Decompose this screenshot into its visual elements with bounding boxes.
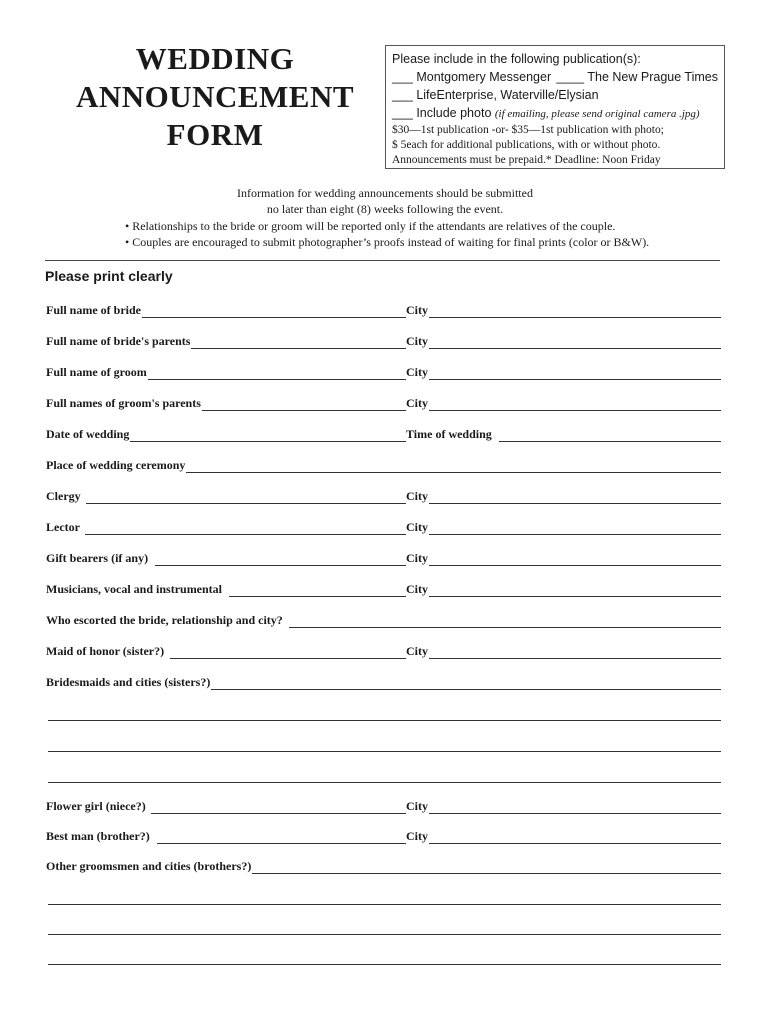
musicians-label: Musicians, vocal and instrumental	[46, 582, 223, 596]
groomsmen-line-2[interactable]	[48, 903, 721, 905]
groomsmen-input[interactable]	[252, 862, 721, 874]
gift-bearers-city-input[interactable]	[429, 554, 721, 566]
maid-of-honor-input[interactable]	[170, 647, 406, 659]
time-label: Time of wedding	[406, 427, 492, 441]
date-time-field	[46, 426, 721, 442]
best-man-label: Best man (brother?)	[46, 829, 150, 843]
flower-girl-city-input[interactable]	[429, 802, 721, 814]
maid-of-honor-city-input[interactable]	[429, 647, 721, 659]
groom-parents-input[interactable]	[202, 399, 406, 411]
bride-parents-field	[46, 333, 721, 349]
date-label: Date of wedding	[46, 427, 130, 441]
clergy-city-input[interactable]	[429, 492, 721, 504]
price-line-1: $30—1st publication -or- $35—1st publication with photo;	[392, 124, 664, 136]
info-bullet-2: • Couples are encouraged to submit photographer’s proofs instead of waiting for final prints (color or B&W).	[125, 235, 650, 249]
clergy-input[interactable]	[86, 492, 406, 504]
musicians-city-label: City	[406, 582, 428, 596]
best-man-city-input[interactable]	[429, 832, 721, 844]
bride-label: Full name of bride	[46, 303, 141, 317]
time-input[interactable]	[499, 430, 721, 442]
musicians-input[interactable]	[229, 585, 406, 597]
clergy-label: Clergy	[46, 489, 81, 503]
option-new-prague-times[interactable]: ____ The New Prague Times	[556, 70, 718, 84]
place-input[interactable]	[186, 461, 721, 473]
flower-girl-city-label: City	[406, 799, 428, 813]
lector-input[interactable]	[85, 523, 406, 535]
groomsmen-label: Other groomsmen and cities (brothers?)	[46, 859, 252, 873]
flower-girl-input[interactable]	[151, 802, 406, 814]
groom-parents-field	[46, 395, 721, 411]
maid-of-honor-label: Maid of honor (sister?)	[46, 644, 165, 658]
info-bullets	[125, 218, 649, 250]
photo-row	[392, 104, 718, 123]
title-line-2: ANNOUNCEMENT	[75, 79, 355, 114]
publication-box	[385, 45, 725, 169]
gift-bearers-city-label: City	[406, 551, 428, 565]
groom-field	[46, 364, 721, 380]
price-line-2: $ 5each for additional publications, with or without photo.	[392, 139, 661, 151]
date-input[interactable]	[130, 430, 406, 442]
bridesmaids-line-4[interactable]	[48, 781, 721, 783]
maid-of-honor-city-label: City	[406, 644, 428, 658]
info-line-1: Information for wedding announcements should be submitted	[237, 186, 533, 200]
bridesmaids-line-2[interactable]	[48, 719, 721, 721]
bridesmaids-field	[46, 674, 721, 690]
bridesmaids-line-3[interactable]	[48, 750, 721, 752]
groom-input[interactable]	[148, 368, 406, 380]
price-line-3: Announcements must be prepaid.* Deadline: Noon Friday	[392, 154, 661, 166]
place-label: Place of wedding ceremony	[46, 458, 186, 472]
groomsmen-line-3[interactable]	[48, 933, 721, 935]
title-line-3: FORM	[166, 117, 264, 152]
groomsmen-field	[46, 858, 721, 874]
groom-city-label: City	[406, 365, 428, 379]
bride-parents-city-input[interactable]	[429, 337, 721, 349]
bride-field	[46, 302, 721, 318]
bridesmaids-input[interactable]	[211, 678, 721, 690]
bridesmaids-label: Bridesmaids and cities (sisters?)	[46, 675, 211, 689]
groomsmen-line-4[interactable]	[48, 963, 721, 965]
gift-bearers-input[interactable]	[155, 554, 406, 566]
best-man-city-label: City	[406, 829, 428, 843]
best-man-input[interactable]	[157, 832, 406, 844]
escort-field	[46, 612, 721, 628]
gift-bearers-label: Gift bearers (if any)	[46, 551, 149, 565]
lector-city-label: City	[406, 520, 428, 534]
groom-city-input[interactable]	[429, 368, 721, 380]
bride-parents-city-label: City	[406, 334, 428, 348]
lector-city-input[interactable]	[429, 523, 721, 535]
flower-girl-label: Flower girl (niece?)	[46, 799, 146, 813]
place-field	[46, 457, 721, 473]
option-montgomery-messenger[interactable]: ___ Montgomery Messenger	[392, 70, 552, 84]
info-line-2: no later than eight (8) weeks following the event.	[266, 202, 504, 216]
divider	[45, 260, 720, 261]
bride-city-input[interactable]	[429, 306, 721, 318]
info-text	[40, 185, 730, 217]
bride-parents-input[interactable]	[191, 337, 406, 349]
print-clearly-heading: Please print clearly	[45, 268, 173, 284]
publication-header: Please include in the following publication(s):	[392, 52, 641, 66]
lector-field	[46, 519, 721, 535]
lector-label: Lector	[46, 520, 80, 534]
publication-row	[392, 68, 718, 86]
flower-girl-field	[46, 798, 721, 814]
bride-city-label: City	[406, 303, 428, 317]
groom-parents-city-input[interactable]	[429, 399, 721, 411]
groom-parents-city-label: City	[406, 396, 428, 410]
photo-note: (if emailing, please send original camera .jpg)	[494, 108, 700, 120]
option-life-enterprise[interactable]: ___ LifeEnterprise, Waterville/Elysian	[392, 88, 599, 102]
form-title	[60, 40, 370, 154]
title-line-1: WEDDING	[135, 41, 295, 76]
maid-of-honor-field	[46, 643, 721, 659]
groom-parents-label: Full names of groom's parents	[46, 396, 201, 410]
bride-input[interactable]	[142, 306, 406, 318]
gift-bearers-field	[46, 550, 721, 566]
musicians-city-input[interactable]	[429, 585, 721, 597]
musicians-field	[46, 581, 721, 597]
bride-parents-label: Full name of bride's parents	[46, 334, 191, 348]
groom-label: Full name of groom	[46, 365, 147, 379]
escort-input[interactable]	[289, 616, 721, 628]
clergy-city-label: City	[406, 489, 428, 503]
option-include-photo[interactable]: ___ Include photo	[392, 106, 492, 120]
clergy-field	[46, 488, 721, 504]
escort-label: Who escorted the bride, relationship and city?	[46, 613, 283, 627]
best-man-field	[46, 828, 721, 844]
info-bullet-1: • Relationships to the bride or groom will be reported only if the attendants are relatives of the couple.	[125, 219, 616, 233]
